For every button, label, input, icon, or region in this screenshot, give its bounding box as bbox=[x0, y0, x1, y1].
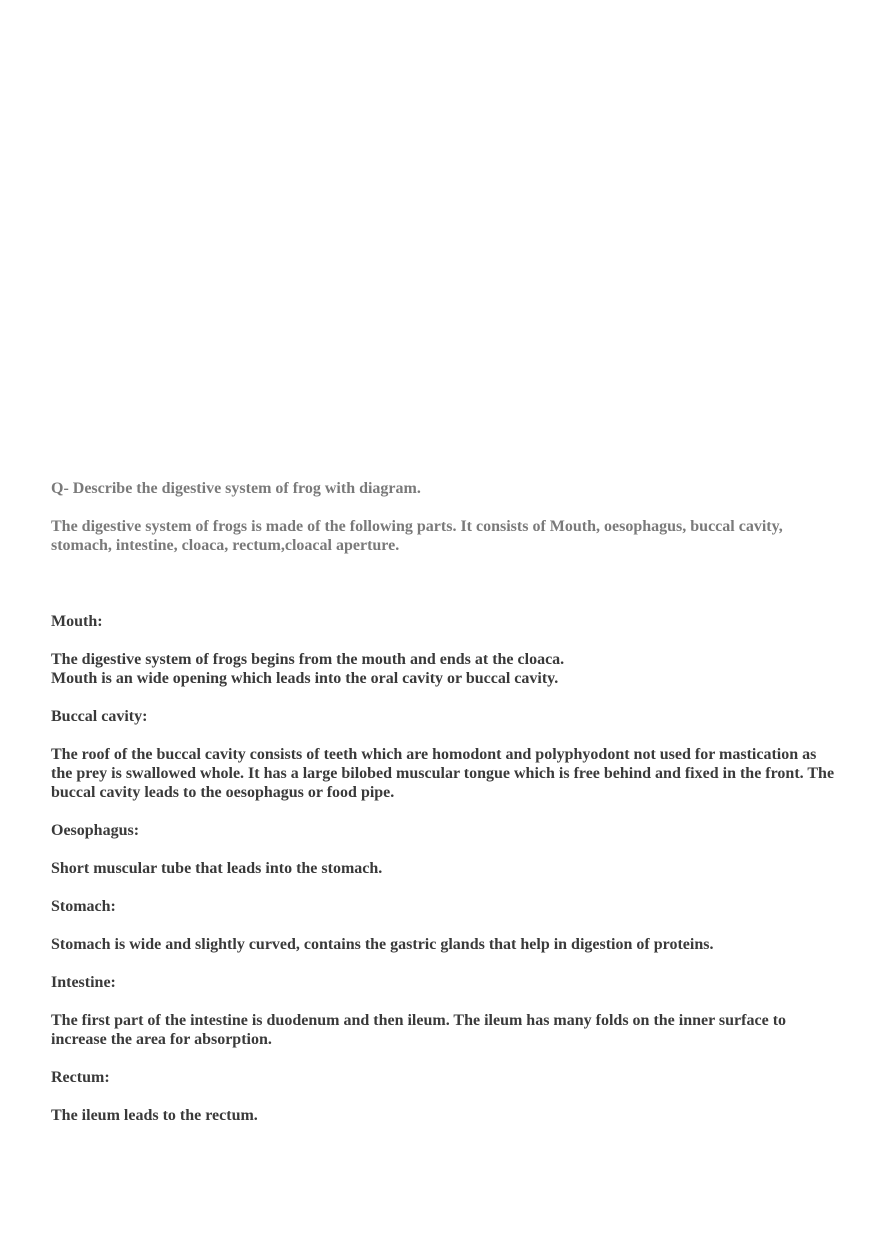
section-text-stomach: Stomach is wide and slightly curved, contains the gastric glands that help in digestion of proteins. bbox=[51, 936, 714, 953]
section-heading-oesophagus: Oesophagus: bbox=[51, 822, 140, 839]
section-text-intestine: The first part of the intestine is duodenum and then ileum. The ileum has many folds on the inner surface to increase the area for absorption. bbox=[51, 1012, 787, 1048]
section-text-rectum: The ileum leads to the rectum. bbox=[51, 1107, 258, 1124]
question-title: Q- Describe the digestive system of frog with diagram. bbox=[51, 480, 421, 497]
section-heading-mouth: Mouth: bbox=[51, 613, 103, 630]
document-page bbox=[51, 479, 841, 1144]
mouth-line-2: Mouth is an wide opening which leads into the oral cavity or buccal cavity. bbox=[51, 670, 559, 687]
section-heading-stomach: Stomach: bbox=[51, 898, 116, 915]
section-heading-rectum: Rectum: bbox=[51, 1069, 110, 1086]
section-text-mouth bbox=[51, 650, 841, 688]
section-heading-intestine: Intestine: bbox=[51, 974, 116, 991]
section-text-buccal: The roof of the buccal cavity consists of teeth which are homodont and polyphyodont not used for mastication as the prey is swallowed whole. It has a large bilobed muscular tongue which is free behind and fixed in the front. The buccal cavity leads to the oesophagus or food pipe. bbox=[51, 746, 835, 801]
section-text-oesophagus: Short muscular tube that leads into the stomach. bbox=[51, 860, 383, 877]
intro-paragraph: The digestive system of frogs is made of the following parts. It consists of Mouth, oesophagus, buccal cavity, stomach, intestine, cloaca, rectum,cloacal aperture. bbox=[51, 518, 783, 554]
section-heading-buccal: Buccal cavity: bbox=[51, 708, 148, 725]
mouth-line-1: The digestive system of frogs begins from the mouth and ends at the cloaca. bbox=[51, 651, 565, 668]
